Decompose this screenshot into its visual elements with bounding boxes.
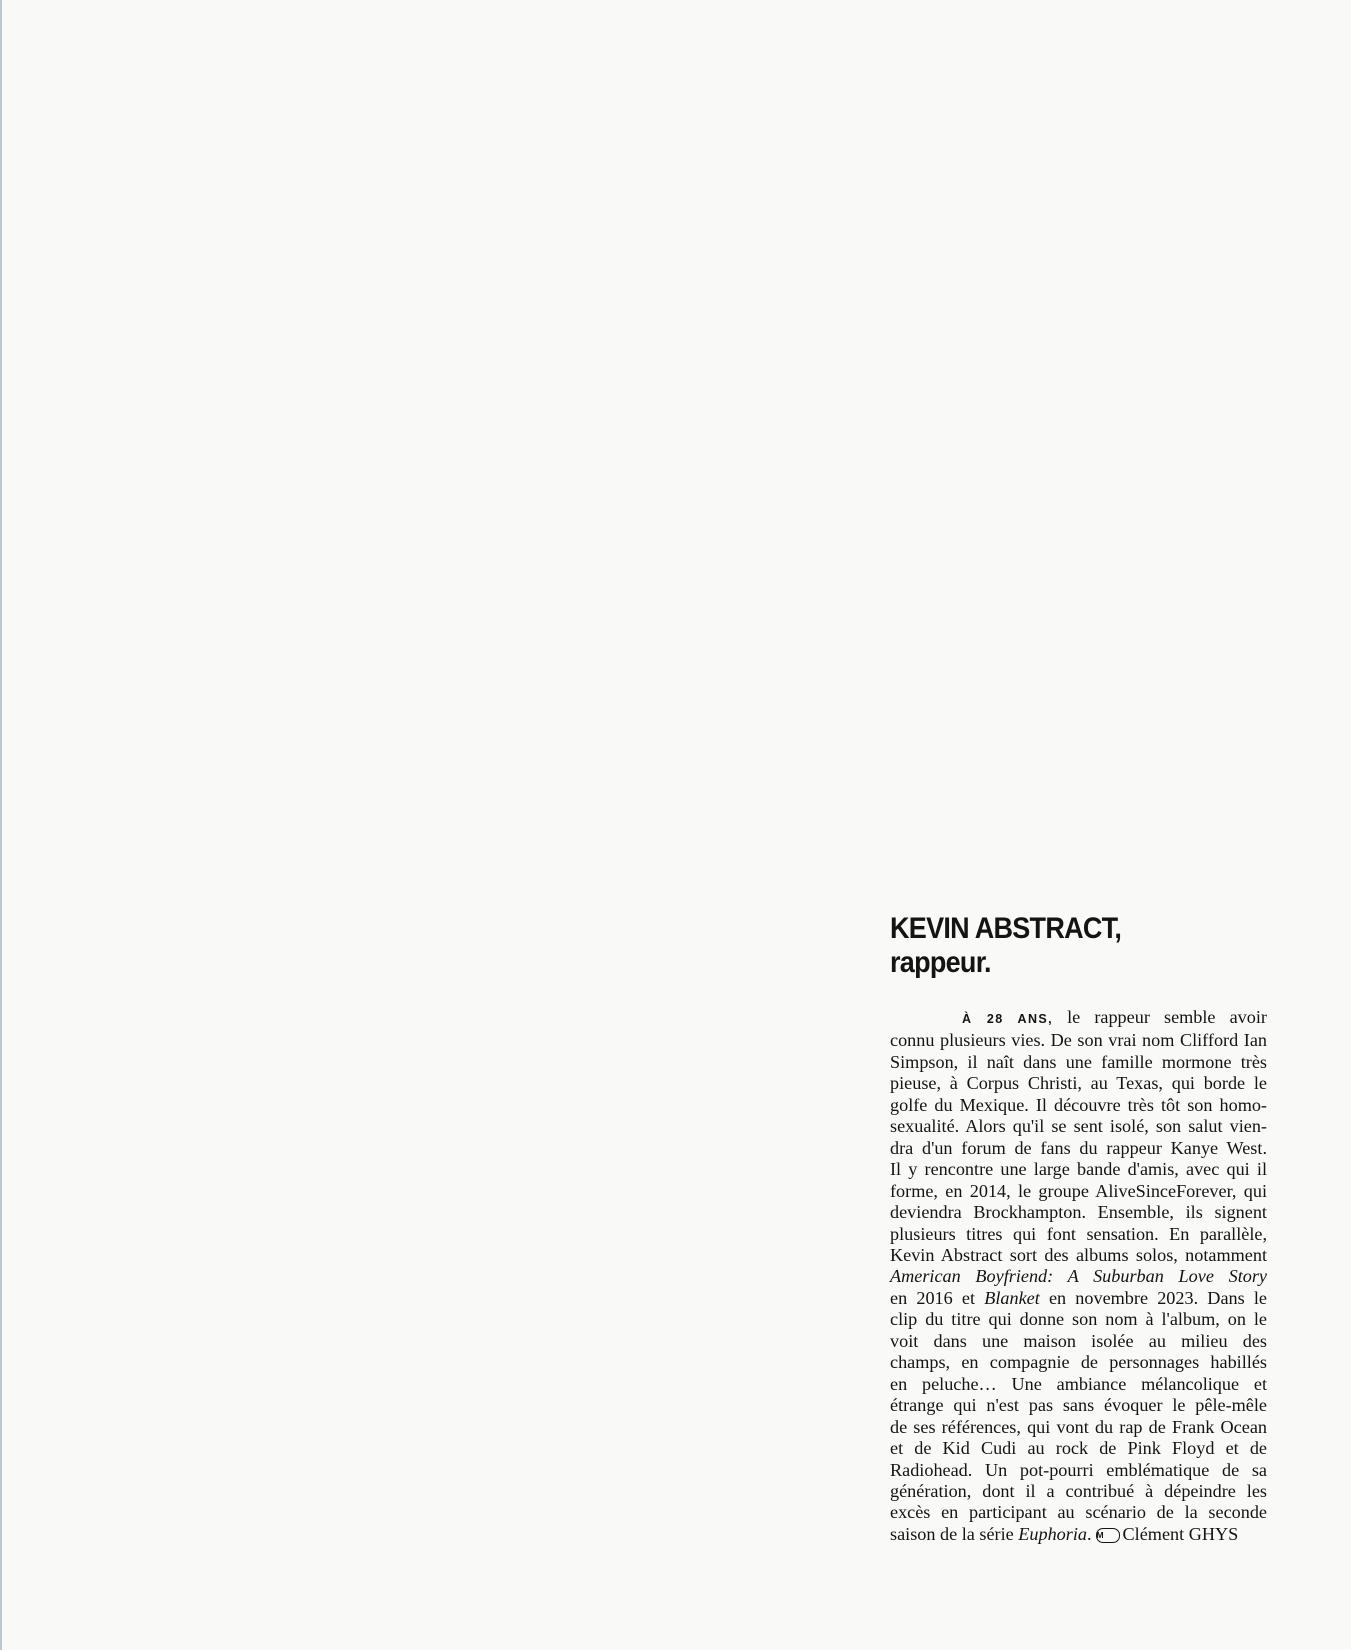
body-line: Kevin Abstract sort des albums solos, notamment [890, 1244, 1267, 1265]
article-headline [890, 912, 1229, 980]
body-line-text: en 2016 et [890, 1287, 985, 1308]
body-line [890, 1288, 1267, 1309]
body-line: champs, en compagnie de personnages habillés [890, 1352, 1267, 1373]
body-line: étrange qui n'est pas sans évoquer le pêle-mêle [890, 1395, 1267, 1416]
lead-in: À 28 ANS, [962, 1012, 1053, 1026]
body-line: et de Kid Cudi au rock de Pink Floyd et de [890, 1438, 1267, 1459]
body-line: génération, dont il a contribué à dépeindre les [890, 1480, 1267, 1501]
page-edge [0, 0, 2, 1650]
magazine-logo-icon: M [1096, 1528, 1120, 1543]
body-line: deviendra Brockhampton. Ensemble, ils signent [890, 1202, 1267, 1223]
body-line: Radiohead. Un pot-pourri emblématique de sa [890, 1459, 1267, 1480]
body-line: excès en participant au scénario de la seconde [890, 1502, 1267, 1523]
body-line: plusieurs titres qui font sensation. En parallèle, [890, 1223, 1267, 1244]
article [890, 912, 1267, 1545]
body-line: voit dans une maison isolée au milieu des [890, 1330, 1267, 1351]
album-title: Blanket [984, 1287, 1040, 1308]
headline-name: KEVIN ABSTRACT, [890, 912, 1122, 945]
body-line: golfe du Mexique. Il découvre très tôt son homo- [890, 1094, 1267, 1115]
series-title: Euphoria [1018, 1523, 1087, 1544]
body-line-text: . [1087, 1523, 1092, 1544]
album-title: American Boyfriend: A Suburban Love Story [890, 1266, 1267, 1287]
body-line-text: en novembre 2023. Dans le [1039, 1287, 1267, 1308]
body-line: Il y rencontre une large bande d'amis, avec qui il [890, 1159, 1267, 1180]
body-line: forme, en 2014, le groupe AliveSinceForever, qui [890, 1180, 1267, 1201]
body-line-text: le rappeur semble avoir [1053, 1007, 1267, 1027]
body-line: sexualité. Alors qu'il se sent isolé, son salut vien- [890, 1116, 1267, 1137]
body-line [890, 1266, 1267, 1287]
author-name: Clément GHYS [1122, 1523, 1239, 1544]
body-line: de ses références, qui vont du rap de Frank Ocean [890, 1416, 1267, 1437]
body-line [890, 1524, 1267, 1545]
article-body [890, 1007, 1267, 1545]
body-line: dra d'un forum de fans du rappeur Kanye West. [890, 1137, 1267, 1158]
body-line: clip du titre qui donne son nom à l'album, on le [890, 1309, 1267, 1330]
body-line-text: saison de la série [890, 1523, 1019, 1544]
body-line: en peluche… Une ambiance mélancolique et [890, 1373, 1267, 1394]
body-line [890, 1007, 1267, 1030]
body-line: connu plusieurs vies. De son vrai nom Clifford Ian [890, 1030, 1267, 1051]
headline-role: rappeur. [890, 946, 991, 979]
body-line: pieuse, à Corpus Christi, au Texas, qui borde le [890, 1073, 1267, 1094]
body-line: Simpson, il naît dans une famille mormone très [890, 1051, 1267, 1072]
